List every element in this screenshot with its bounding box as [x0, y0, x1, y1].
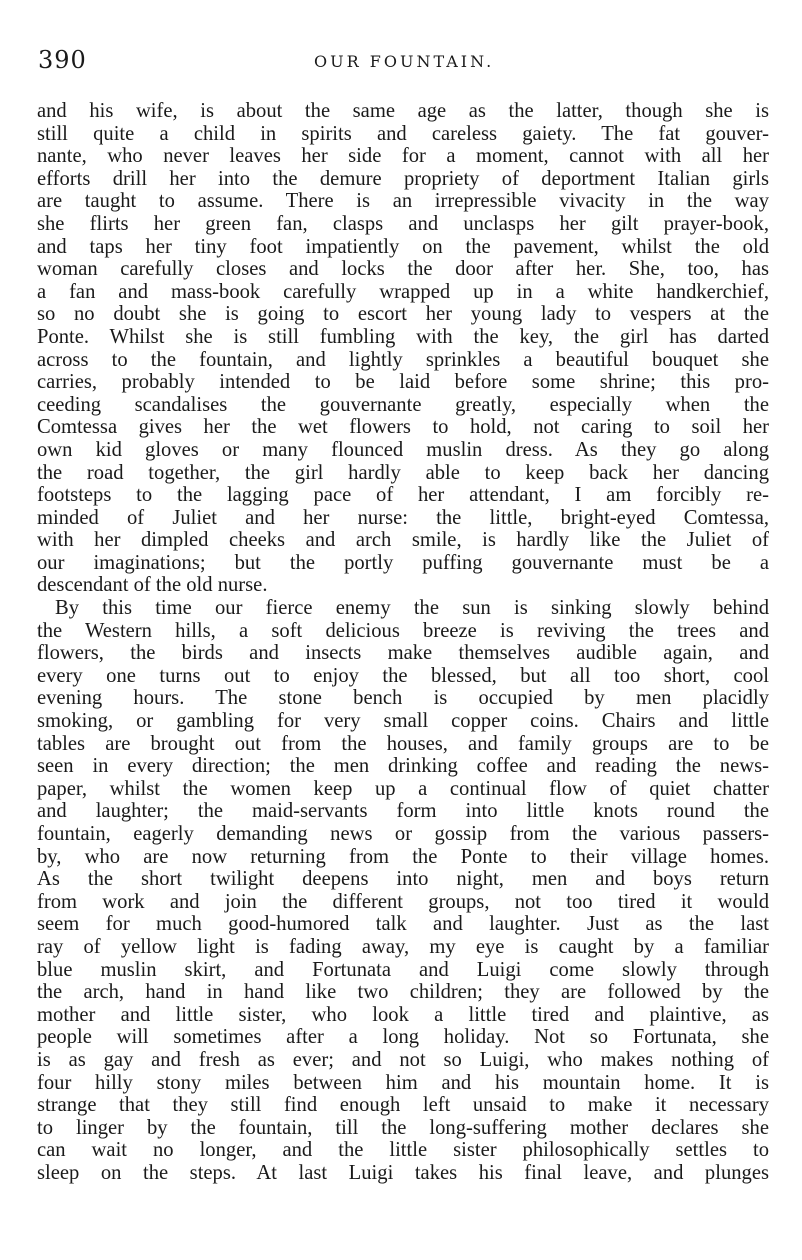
text-line: woman carefully closes and locks the door after her. She, too, has — [37, 258, 769, 281]
text-line: seen in every direction; the men drinking coffee and reading the news- — [37, 755, 769, 778]
text-line: mother and little sister, who look a little tired and plaintive, as — [37, 1003, 769, 1026]
page-number: 390 — [38, 46, 87, 74]
text-line: four hilly stony miles between him and his mountain home. It is — [37, 1071, 769, 1094]
text-line: ray of yellow light is fading away, my eye is caught by a familiar — [37, 935, 769, 958]
text-line: the Western hills, a soft delicious breeze is reviving the trees and — [37, 619, 769, 642]
text-line: people will sometimes after a long holiday. Not so Fortunata, she — [37, 1026, 769, 1049]
paragraph-start-line: By this time our fierce enemy the sun is sinking slowly behind — [55, 597, 769, 620]
text-line: she flirts her green fan, clasps and unclasps her gilt prayer-book, — [37, 212, 769, 235]
text-line: every one turns out to enjoy the blessed, but all too short, cool — [37, 664, 769, 687]
text-line: carries, probably intended to be laid before some shrine; this pro- — [37, 371, 769, 394]
text-line: tables are brought out from the houses, and family groups are to be — [37, 732, 769, 755]
text-line: As the short twilight deepens into night, men and boys return — [37, 868, 769, 891]
text-line: blue muslin skirt, and Fortunata and Luigi come slowly through — [37, 958, 769, 981]
text-line: the road together, the girl hardly able to keep back her dancing — [37, 461, 769, 484]
text-line: nante, who never leaves her side for a moment, cannot with all her — [37, 145, 769, 168]
text-line: can wait no longer, and the little sister philosophically settles to — [37, 1139, 769, 1162]
text-line: paper, whilst the women keep up a continual flow of quiet chatter — [37, 777, 769, 800]
text-line: seem for much good-humored talk and laughter. Just as the last — [37, 913, 769, 936]
text-line: efforts drill her into the demure propriety of deportment Italian girls — [37, 167, 769, 190]
text-line: fountain, eagerly demanding news or gossip from the various passers- — [37, 823, 769, 845]
paragraph-end-line: descendant of the old nurse. — [37, 574, 268, 597]
text-line: our imaginations; but the portly puffing gouvernante must be a — [37, 551, 769, 574]
text-line: ceeding scandalises the gouvernante greatly, especially when the — [37, 393, 769, 416]
text-line: smoking, or gambling for very small copper coins. Chairs and little — [37, 710, 769, 733]
text-line: and laughter; the maid-servants form into little knots round the — [37, 800, 769, 823]
text-line: sleep on the steps. At last Luigi takes his final leave, and plunges — [37, 1161, 769, 1184]
text-line: still quite a child in spirits and careless gaiety. The fat gouver- — [37, 122, 769, 145]
text-line: Comtessa gives her the wet flowers to hold, not caring to soil her — [37, 416, 769, 439]
text-line: so no doubt she is going to escort her young lady to vespers at the — [37, 303, 769, 326]
text-line: is as gay and fresh as ever; and not so Luigi, who makes nothing of — [37, 1048, 769, 1071]
page-header — [38, 46, 780, 80]
text-line: from work and join the different groups, not too tired it would — [37, 890, 769, 913]
text-line: to linger by the fountain, till the long-suffering mother declares she — [37, 1116, 769, 1139]
text-line: own kid gloves or many flounced muslin dress. As they go along — [37, 438, 769, 461]
text-line: flowers, the birds and insects make themselves audible again, and — [37, 642, 769, 665]
text-line: strange that they still find enough left unsaid to make it necessary — [37, 1094, 769, 1117]
text-line: are taught to assume. There is an irrepressible vivacity in the way — [37, 190, 769, 213]
running-title: OUR FOUNTAIN. — [314, 52, 495, 71]
text-line: and taps her tiny foot impatiently on the pavement, whilst the old — [37, 235, 769, 258]
text-line: minded of Juliet and her nurse: the little, bright-eyed Comtessa, — [37, 506, 769, 529]
text-line: a fan and mass-book carefully wrapped up in a white handkerchief, — [37, 280, 769, 303]
text-line: footsteps to the lagging pace of her attendant, I am forcibly re- — [37, 484, 769, 507]
text-line: and his wife, is about the same age as the latter, though she is — [37, 100, 769, 122]
body-text — [37, 100, 769, 1185]
text-line: across to the fountain, and lightly sprinkles a beautiful bouquet she — [37, 348, 769, 371]
text-line: with her dimpled cheeks and arch smile, is hardly like the Juliet of — [37, 529, 769, 552]
text-line: Ponte. Whilst she is still fumbling with the key, the girl has darted — [37, 325, 769, 348]
text-line: by, who are now returning from the Ponte to their village homes. — [37, 845, 769, 868]
text-line: evening hours. The stone bench is occupied by men placidly — [37, 687, 769, 710]
text-line: the arch, hand in hand like two children; they are followed by the — [37, 981, 769, 1004]
